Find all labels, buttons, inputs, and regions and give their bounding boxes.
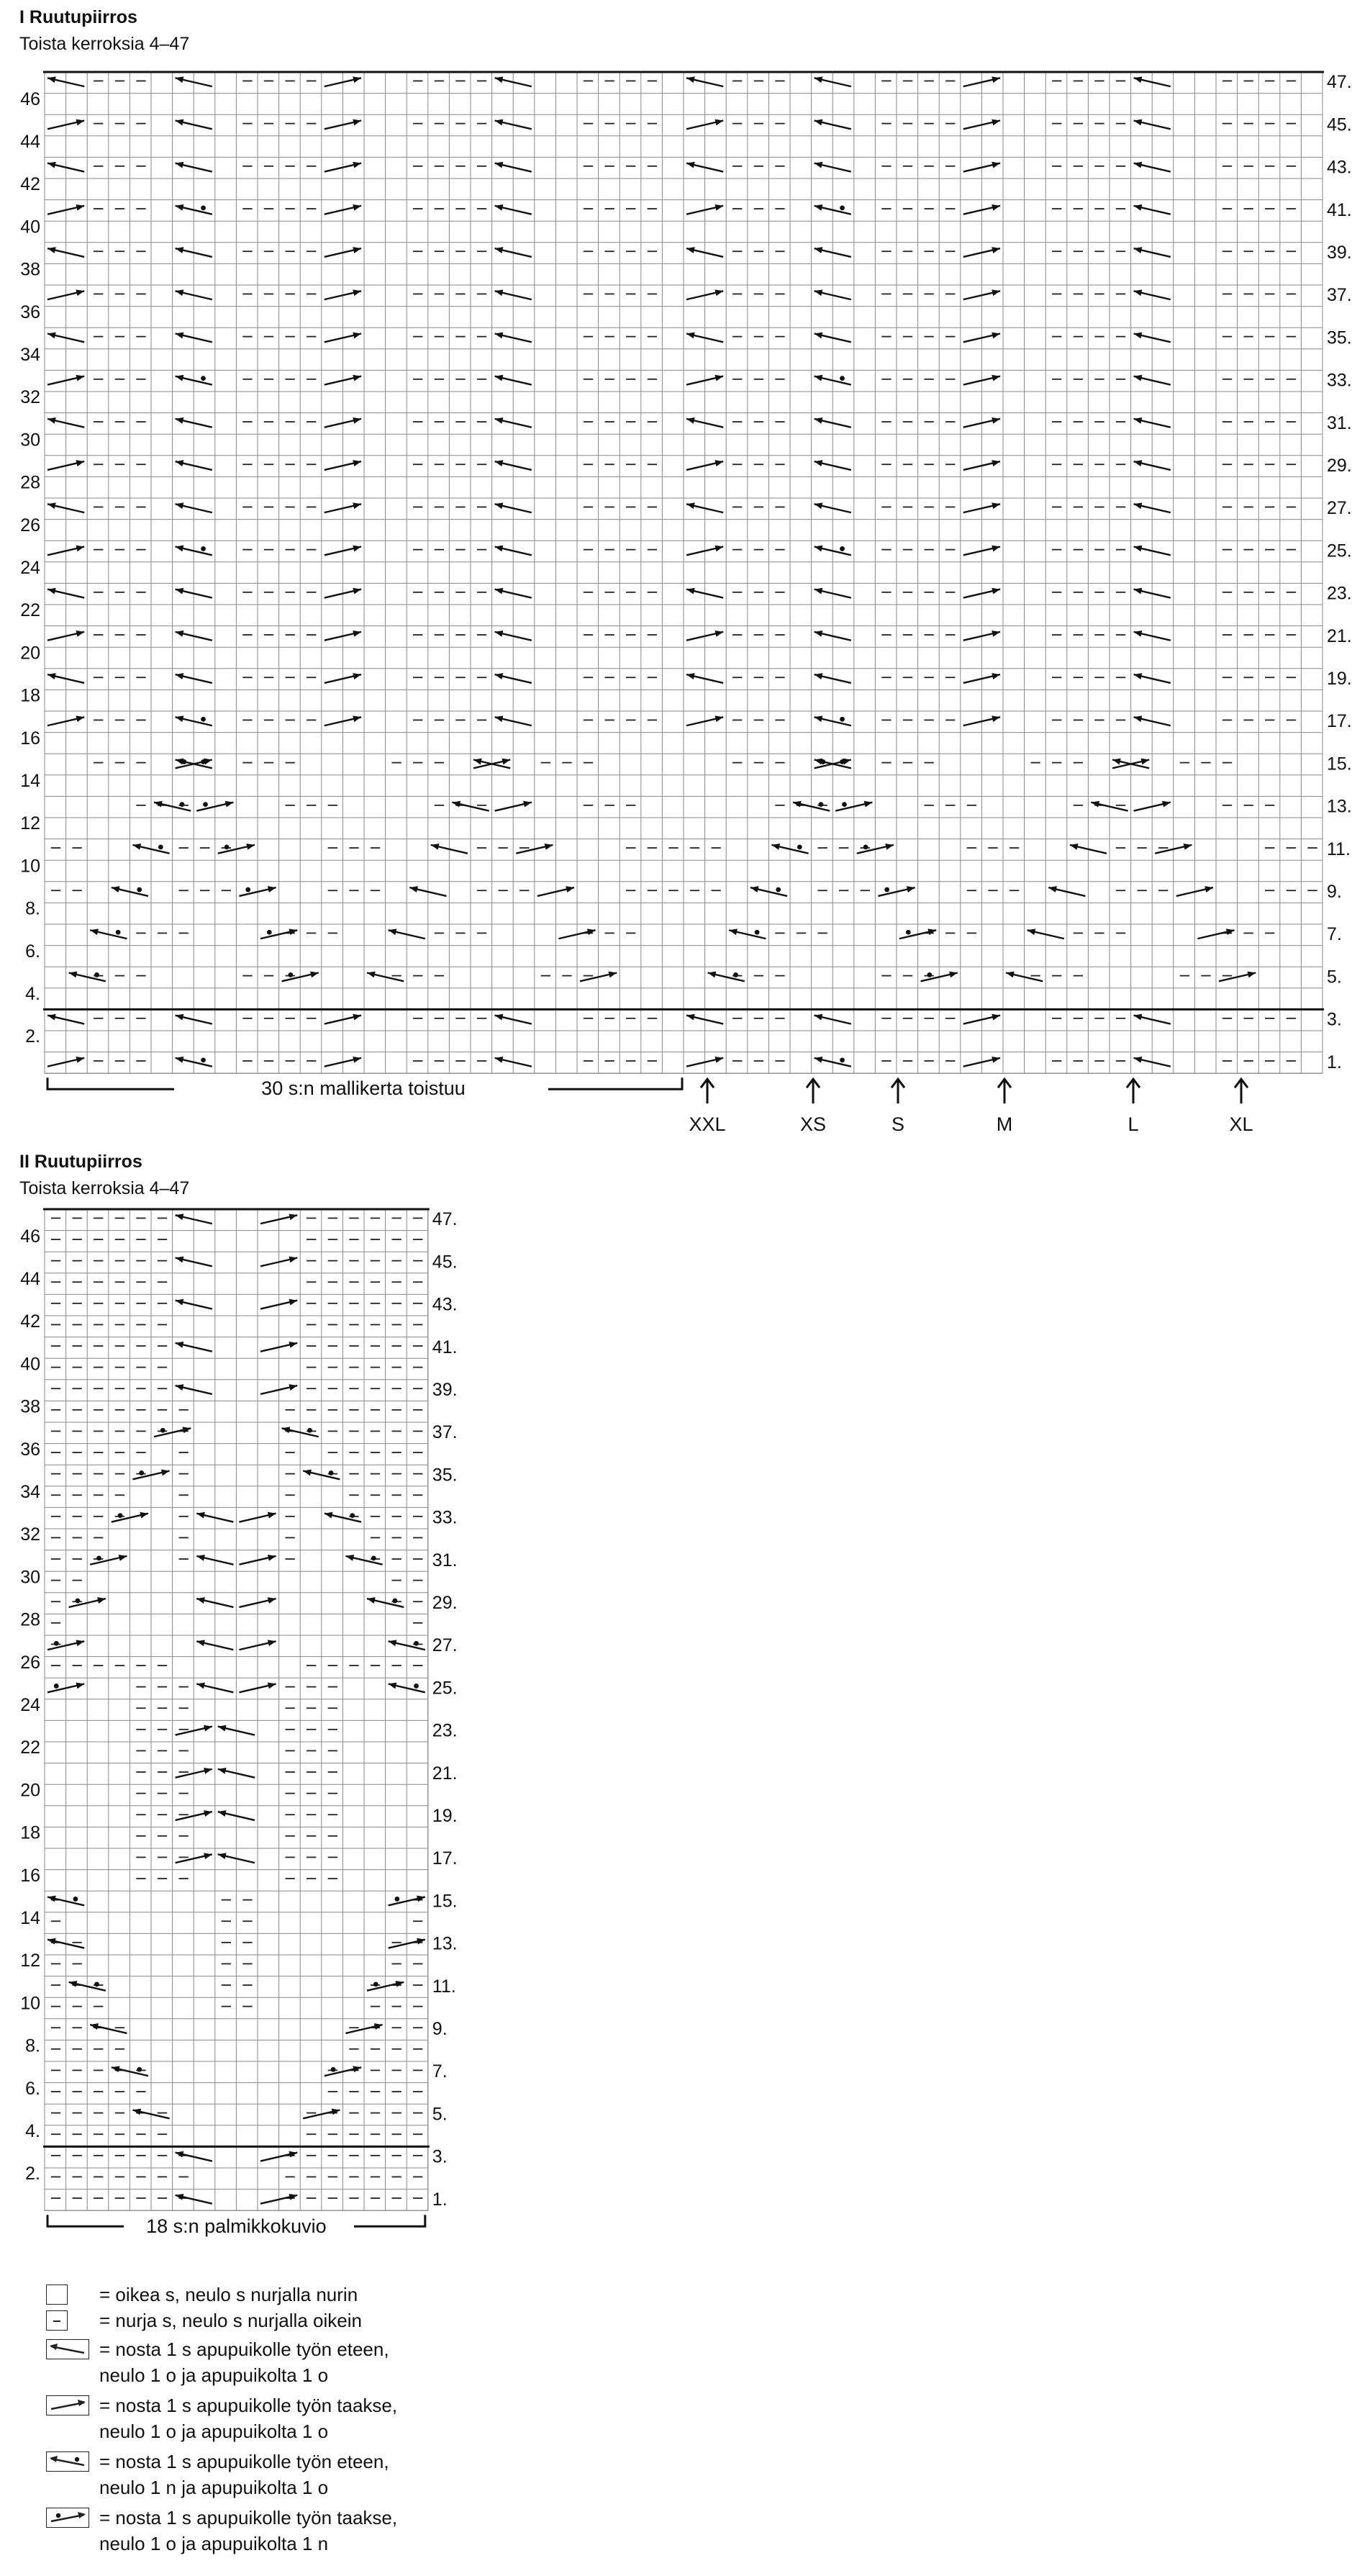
row-number-odd: 15. xyxy=(432,1891,458,1912)
row-number-even: 42 xyxy=(20,174,40,195)
row-number-odd: 11. xyxy=(432,1976,456,1997)
row-number-even: 20 xyxy=(20,643,40,664)
cross-left-icon xyxy=(46,2339,89,2359)
row-number-even: 28 xyxy=(20,1609,40,1630)
row-number-odd: 1. xyxy=(432,2189,448,2210)
legend-text: neulo 1 o ja apupuikolta 1 o xyxy=(99,2421,329,2442)
row-number-odd: 9. xyxy=(1327,882,1342,902)
row-number-even: 14 xyxy=(20,771,40,791)
cross-left-dot-icon xyxy=(46,2451,89,2472)
purl-symbol-icon xyxy=(46,2310,68,2331)
row-number-even: 30 xyxy=(20,1567,40,1588)
row-number-odd: 29. xyxy=(1327,456,1352,476)
row-number-odd: 31. xyxy=(1327,412,1352,433)
repeat-label: 18 s:n palmikkokuvio xyxy=(146,2215,327,2238)
legend-text: neulo 1 o ja apupuikolta 1 o xyxy=(99,2364,329,2386)
row-number-even: 6. xyxy=(25,941,40,962)
row-number-odd: 33. xyxy=(1327,370,1352,391)
row-number-odd: 27. xyxy=(1327,498,1352,519)
row-number-odd: 5. xyxy=(1327,967,1342,988)
row-number-odd: 17. xyxy=(1327,711,1352,732)
row-number-even: 8. xyxy=(25,898,40,919)
legend-text: = nosta 1 s apupuikolle työn taakse, xyxy=(99,2507,398,2528)
row-number-even: 34 xyxy=(20,345,40,365)
row-number-odd: 21. xyxy=(432,1763,458,1784)
legend-text: neulo 1 n ja apupuikolta 1 o xyxy=(99,2477,329,2498)
symbol-legend xyxy=(0,2282,648,2570)
row-number-odd: 33. xyxy=(432,1507,458,1528)
knitting-chart-1 xyxy=(0,65,1352,1152)
row-number-odd: 35. xyxy=(432,1465,458,1486)
row-number-odd: 35. xyxy=(1327,327,1352,348)
size-label: L xyxy=(1128,1113,1139,1136)
row-number-even: 40 xyxy=(20,217,40,238)
row-number-even: 24 xyxy=(20,558,40,578)
row-number-odd: 25. xyxy=(432,1678,458,1699)
row-number-even: 16 xyxy=(20,728,40,749)
chart1-subtitle: Toista kerroksia 4–47 xyxy=(19,34,190,54)
row-number-even: 38 xyxy=(20,1396,40,1417)
row-number-even: 44 xyxy=(20,132,40,152)
size-label: XL xyxy=(1229,1113,1253,1136)
repeat-label: 30 s:n mallikerta toistuu xyxy=(261,1077,466,1100)
legend-text: = nosta 1 s apupuikolle työn eteen, xyxy=(99,2451,389,2472)
chart2-title: II Ruutupiirros xyxy=(19,1152,142,1172)
row-number-odd: 21. xyxy=(1327,625,1352,646)
legend-text: = nosta 1 s apupuikolle työn taakse, xyxy=(99,2395,398,2416)
row-number-even: 26 xyxy=(20,1652,40,1673)
row-number-even: 36 xyxy=(20,302,40,322)
row-number-odd: 25. xyxy=(1327,541,1352,561)
cross-right-dot-icon xyxy=(46,2508,89,2528)
row-number-even: 18 xyxy=(20,685,40,706)
row-number-odd: 43. xyxy=(1327,157,1352,178)
row-number-even: 12 xyxy=(20,1951,40,1971)
row-number-odd: 41. xyxy=(432,1337,458,1357)
row-number-odd: 23. xyxy=(1327,583,1352,604)
row-number-even: 32 xyxy=(20,387,40,408)
row-number-even: 22 xyxy=(20,600,40,621)
size-label: M xyxy=(996,1113,1013,1136)
row-number-odd: 29. xyxy=(432,1593,458,1613)
row-number-even: 10 xyxy=(20,1993,40,2014)
row-number-even: 36 xyxy=(20,1439,40,1460)
row-number-even: 38 xyxy=(20,259,40,280)
row-number-odd: 47. xyxy=(1327,72,1352,93)
row-number-odd: 41. xyxy=(1327,199,1352,220)
row-number-odd: 15. xyxy=(1327,754,1352,774)
row-number-odd: 19. xyxy=(432,1806,458,1826)
knit-symbol-icon xyxy=(46,2284,68,2305)
row-number-even: 10 xyxy=(20,856,40,877)
row-number-odd: 45. xyxy=(432,1252,458,1273)
repeat-bracket-left xyxy=(47,1077,174,1089)
row-number-even: 46 xyxy=(20,1226,40,1247)
row-number-even: 8. xyxy=(25,2035,40,2056)
row-number-odd: 13. xyxy=(1327,796,1352,817)
row-number-even: 4. xyxy=(25,2121,40,2141)
row-number-odd: 37. xyxy=(1327,285,1352,306)
size-label: S xyxy=(891,1113,905,1136)
chart2-subtitle: Toista kerroksia 4–47 xyxy=(19,1178,190,1198)
row-number-even: 16 xyxy=(20,1865,40,1886)
repeat-bracket-right xyxy=(548,1077,682,1089)
row-number-odd: 7. xyxy=(1327,924,1342,945)
row-number-even: 40 xyxy=(20,1354,40,1375)
row-number-odd: 9. xyxy=(432,2019,448,2039)
row-number-even: 20 xyxy=(20,1780,40,1801)
row-number-odd: 13. xyxy=(432,1933,458,1954)
size-label: XXL xyxy=(689,1113,726,1136)
row-number-even: 22 xyxy=(20,1737,40,1758)
row-number-odd: 39. xyxy=(1327,243,1352,263)
legend-text: = nosta 1 s apupuikolle työn eteen, xyxy=(99,2338,389,2360)
legend-text: neulo 1 o ja apupuikolta 1 n xyxy=(99,2533,329,2554)
row-number-odd: 47. xyxy=(432,1209,458,1230)
row-number-odd: 43. xyxy=(432,1294,458,1315)
row-number-odd: 1. xyxy=(1327,1052,1342,1072)
row-number-odd: 7. xyxy=(432,2061,448,2082)
row-number-even: 44 xyxy=(20,1269,40,1289)
row-number-odd: 23. xyxy=(432,1720,458,1741)
knitting-chart-2 xyxy=(0,1195,504,2274)
row-number-even: 2. xyxy=(25,1026,40,1047)
row-number-odd: 11. xyxy=(1327,839,1351,859)
row-number-even: 26 xyxy=(20,515,40,535)
row-number-even: 34 xyxy=(20,1482,40,1502)
row-number-odd: 45. xyxy=(1327,114,1352,135)
row-number-even: 18 xyxy=(20,1822,40,1843)
row-number-odd: 17. xyxy=(432,1848,458,1869)
row-number-even: 46 xyxy=(20,89,40,109)
row-number-even: 24 xyxy=(20,1695,40,1715)
row-number-even: 32 xyxy=(20,1524,40,1545)
row-number-even: 6. xyxy=(25,2078,40,2099)
row-number-even: 28 xyxy=(20,472,40,493)
row-number-odd: 37. xyxy=(432,1422,458,1443)
row-number-odd: 5. xyxy=(432,2104,448,2125)
row-number-even: 14 xyxy=(20,1908,40,1928)
legend-text: = nurja s, neulo s nurjalla oikein xyxy=(99,2310,362,2331)
chart1-title: I Ruutupiirros xyxy=(19,7,137,27)
row-number-even: 30 xyxy=(20,430,40,451)
cross-right-icon xyxy=(46,2395,89,2415)
row-number-odd: 39. xyxy=(432,1380,458,1400)
size-label: XS xyxy=(799,1113,827,1136)
row-number-odd: 19. xyxy=(1327,669,1352,689)
row-number-odd: 31. xyxy=(432,1550,458,1571)
row-number-even: 2. xyxy=(25,2164,40,2184)
row-number-odd: 3. xyxy=(432,2146,448,2167)
legend-text: = oikea s, neulo s nurjalla nurin xyxy=(99,2284,358,2305)
row-number-even: 4. xyxy=(25,984,40,1004)
row-number-even: 12 xyxy=(20,813,40,834)
row-number-even: 42 xyxy=(20,1311,40,1332)
row-number-odd: 3. xyxy=(1327,1009,1342,1030)
row-number-odd: 27. xyxy=(432,1635,458,1656)
